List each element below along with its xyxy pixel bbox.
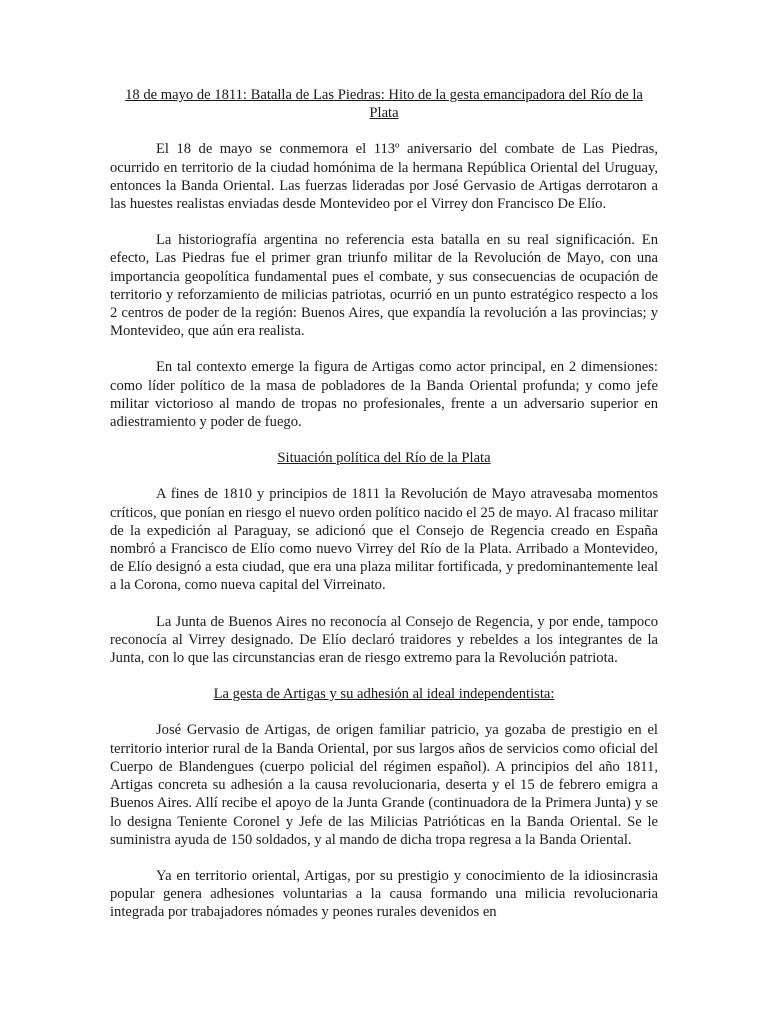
intro-paragraph-2: La historiografía argentina no referencia esta batalla en su real significación. En efecto, Las Piedras fue el primer gran triunfo militar de la Revolución de Mayo, con una importancia geopolítica fundamental pues el combate, y sus consecuencias de ocupación de territorio y reforzamiento de milicias patriotas, ocurrió en un punto estratégico respecto a los 2 centros de poder de la región: Buenos Aires, que expandía la revolución a las provincias; y Montevideo, que aún era realista. [110, 232, 658, 340]
intro-paragraph-1: El 18 de mayo se conmemora el 113º aniversario del combate de Las Piedras, ocurrido en territorio de la ciudad homónima de la hermana República Oriental del Uruguay, entonces la Banda Oriental. Las fuerzas lideradas por José Gervasio de Artigas derrotaron a las huestes realistas enviadas desde Montevideo por el Virrey don Francisco De Elío. [110, 141, 658, 213]
section-1-paragraph-2: La Junta de Buenos Aires no reconocía al Consejo de Regencia, y por ende, tampoco reconocía al Virrey designado. De Elío declaró traidores y rebeldes a los integrantes de la Junta, con lo que las circunstancias eran de riesgo extremo para la Revolución patriota. [110, 613, 658, 667]
document-page [110, 86, 658, 922]
intro-paragraph-3: En tal contexto emerge la figura de Artigas como actor principal, en 2 dimensiones: como líder político de la masa de pobladores de la Banda Oriental profunda; y como jefe militar victorioso al mando de tropas no profesionales, frente a un adversario superior en adiestramiento y poder de fuego. [110, 359, 658, 431]
section-2-paragraph-2: Ya en territorio oriental, Artigas, por su prestigio y conocimiento de la idiosincrasia popular genera adhesiones voluntarias a la causa formando una milicia revolucionaria integrada por trabajadores nómades y peones rurales devenidos en [110, 867, 658, 921]
document-title: 18 de mayo de 1811: Batalla de Las Piedras: Hito de la gesta emancipadora del Río de la Plata [125, 87, 643, 122]
section-heading-artigas: La gesta de Artigas y su adhesión al ideal independentista: [213, 686, 555, 703]
section-1-paragraph-1: A fines de 1810 y principios de 1811 la Revolución de Mayo atravesaba momentos críticos, que ponían en riesgo el nuevo orden político nacido el 25 de mayo. Al fracaso militar de la expedición al Paraguay, se adicionó que el Consejo de Regencia creado en España nombró a Francisco de Elío como nuevo Virrey del Río de la Plata. Arribado a Montevideo, de Elío designó a esta ciudad, que era una plaza militar fortificada, y predominantemente leal a la Corona, como nueva capital del Virreinato. [110, 486, 658, 594]
section-heading-political-situation: Situación política del Río de la Plata [277, 450, 491, 467]
section-2-paragraph-1: José Gervasio de Artigas, de origen familiar patricio, ya gozaba de prestigio en el territorio interior rural de la Banda Oriental, por sus largos años de servicios como oficial del Cuerpo de Blandengues (cuerpo policial del régimen español). A principios del año 1811, Artigas concreta su adhesión a la causa revolucionaria, deserta y el 15 de febrero emigra a Buenos Aires. Allí recibe el apoyo de la Junta Grande (continuadora de la Primera Junta) y se lo designa Teniente Coronel y Jefe de las Milicias Patrióticas en la Banda Oriental. Se le suministra ayuda de 150 soldados, y al mando de dicha tropa regresa a la Banda Oriental. [110, 722, 658, 848]
